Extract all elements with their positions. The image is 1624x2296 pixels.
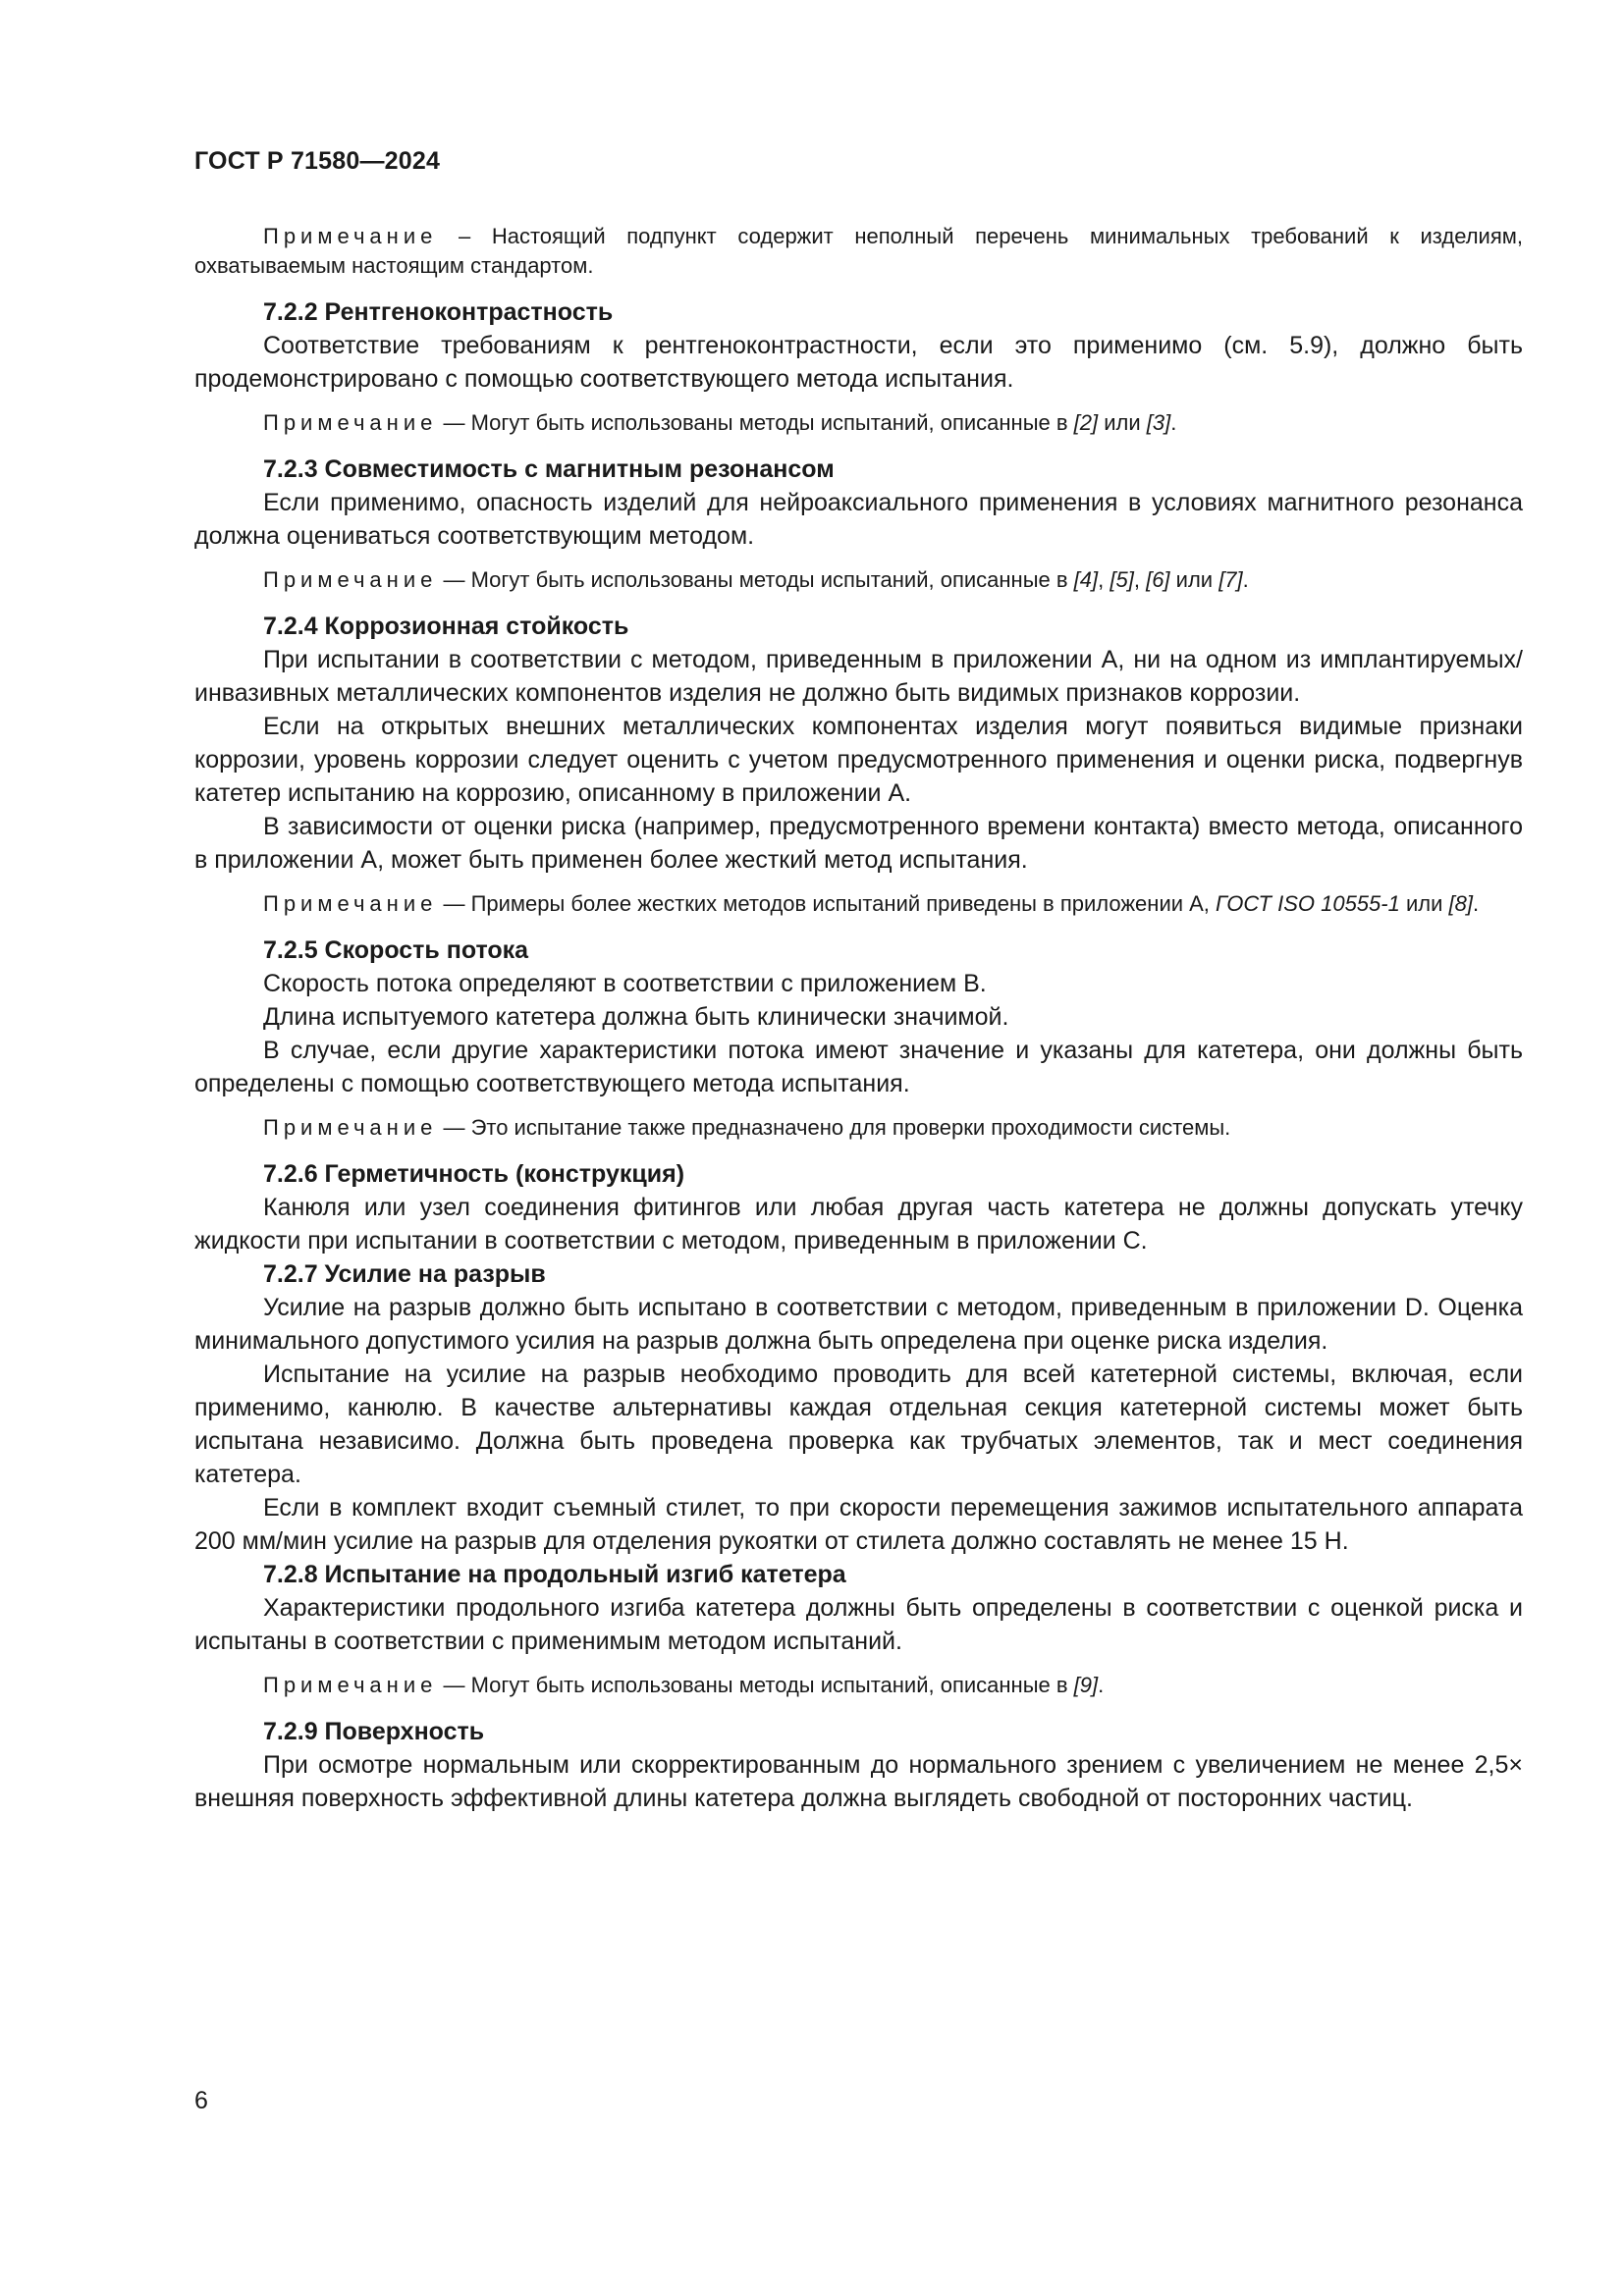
note-text: или [1098,410,1147,435]
reference-link[interactable]: [8] [1448,891,1473,916]
note-text: или [1399,891,1449,916]
note-text: . [1170,410,1177,435]
page-number: 6 [194,2087,208,2114]
document-header: ГОСТ Р 71580—2024 [194,147,441,175]
reference-link[interactable]: [2] [1073,410,1099,435]
section-heading-7-2-6: 7.2.6 Герметичность (конструкция) [263,1160,685,1188]
reference-link[interactable]: [5] [1110,567,1134,592]
note-text: – Настоящий подпункт содержит неполный перечень минимальных требований к изделиям, охватываемым настоящим стандартом. [194,224,1523,278]
document-body [194,222,1523,1815]
note-text: , [1098,567,1110,592]
reference-link[interactable]: [9] [1073,1673,1099,1697]
note-text: . [1472,891,1480,916]
paragraph: В случае, если другие характеристики потока имеют значение и указаны для катетера, они должны быть определены с помощью соответствующего метода испытания. [194,1037,1523,1097]
note [194,889,1523,919]
note-text: — Это испытание также предназначено для проверки проходимости системы. [437,1115,1231,1140]
paragraph: Канюля или узел соединения фитингов или любая другая часть катетера не должны допускать утечку жидкости при испытании в соответствии с методом, приведенным в приложении С. [194,1194,1523,1255]
note-label: Примечание [263,891,438,916]
note-label: Примечание [263,1673,438,1697]
note [194,408,1523,438]
reference-link[interactable]: [4] [1073,567,1099,592]
reference-link[interactable]: ГОСТ ISO 10555-1 [1216,891,1400,916]
section-heading-7-2-4: 7.2.4 Коррозионная стойкость [263,613,629,640]
note-label: Примечание [263,410,438,435]
note-text: или [1169,567,1219,592]
section-heading-7-2-3: 7.2.3 Совместимость с магнитным резонансом [263,455,835,483]
note [194,1113,1523,1143]
paragraph: Соответствие требованиям к рентгеноконтрастности, если это применимо (см. 5.9), должно быть продемонстрировано с помощью соответствующего метода испытания. [194,332,1523,393]
reference-link[interactable]: [3] [1146,410,1171,435]
note-text: — Могут быть использованы методы испытаний, описанные в [437,410,1074,435]
reference-link[interactable]: [7] [1218,567,1243,592]
note-text: — Могут быть использованы методы испытаний, описанные в [437,1673,1074,1697]
note-text: . [1098,1673,1105,1697]
paragraph: Испытание на усилие на разрыв необходимо проводить для всей катетерной системы, включая, если применимо, канюлю. В качестве альтернативы каждая отдельная секция катетерной системы может быть испытана независимо. Должна быть проведена проверка как трубчатых элементов, так и мест соединения катетера. [194,1361,1523,1488]
section-heading-7-2-2: 7.2.2 Рентгеноконтрастность [263,298,614,326]
section-heading-7-2-5: 7.2.5 Скорость потока [263,936,529,964]
section-heading-7-2-7: 7.2.7 Усилие на разрыв [263,1260,546,1288]
paragraph: Если применимо, опасность изделий для нейроаксиального применения в условиях магнитного резонанса должна оцениваться соответствующим методом. [194,489,1523,550]
note-text: , [1133,567,1147,592]
note [194,565,1523,595]
note-label: Примечание [263,567,438,592]
paragraph: Если в комплект входит съемный стилет, то при скорости перемещения зажимов испытательного аппарата 200 мм/мин усилие на разрыв для отделения рукоятки от стилета должно составлять не менее 15 Н. [194,1494,1523,1555]
section-heading-7-2-9: 7.2.9 Поверхность [263,1718,485,1745]
note-label: Примечание [263,224,438,248]
paragraph: Усилие на разрыв должно быть испытано в соответствии с методом, приведенным в приложении D. Оценка минимального допустимого усилия на разрыв должна быть определена при оценке риска изделия. [194,1294,1523,1355]
paragraph: При осмотре нормальным или скорректированным до нормального зрением с увеличением не менее 2,5× внешняя поверхность эффективной длины катетера должна выглядеть свободной от посторонних частиц. [194,1751,1523,1812]
paragraph: В зависимости от оценки риска (например, предусмотренного времени контакта) вместо метода, описанного в приложении А, может быть применен более жесткий метод испытания. [194,813,1523,874]
paragraph: Длина испытуемого катетера должна быть клинически значимой. [263,1003,1009,1031]
reference-link[interactable]: [6] [1146,567,1170,592]
paragraph: Скорость потока определяют в соответствии с приложением В. [263,970,987,997]
note [194,222,1523,281]
paragraph: Характеристики продольного изгиба катетера должны быть определены в соответствии с оценкой риска и испытаны в соответствии с применимым методом испытаний. [194,1594,1523,1655]
note-label: Примечание [263,1115,438,1140]
note-text: — Могут быть использованы методы испытаний, описанные в [437,567,1074,592]
paragraph: Если на открытых внешних металлических компонентах изделия могут появиться видимые признаки коррозии, уровень коррозии следует оценить с учетом предусмотренного применения и оценки риска, подвергнув катетер испытанию на коррозию, описанному в приложении А. [194,713,1523,807]
note-text: . [1242,567,1249,592]
note-text: — Примеры более жестких методов испытаний приведены в приложении А, [437,891,1217,916]
note [194,1671,1523,1700]
section-heading-7-2-8: 7.2.8 Испытание на продольный изгиб катетера [263,1561,846,1588]
paragraph: При испытании в соответствии с методом, приведенным в приложении А, ни на одном из имплантируемых/инвазивных металлических компонентов изделия не должно быть видимых признаков коррозии. [194,646,1523,707]
